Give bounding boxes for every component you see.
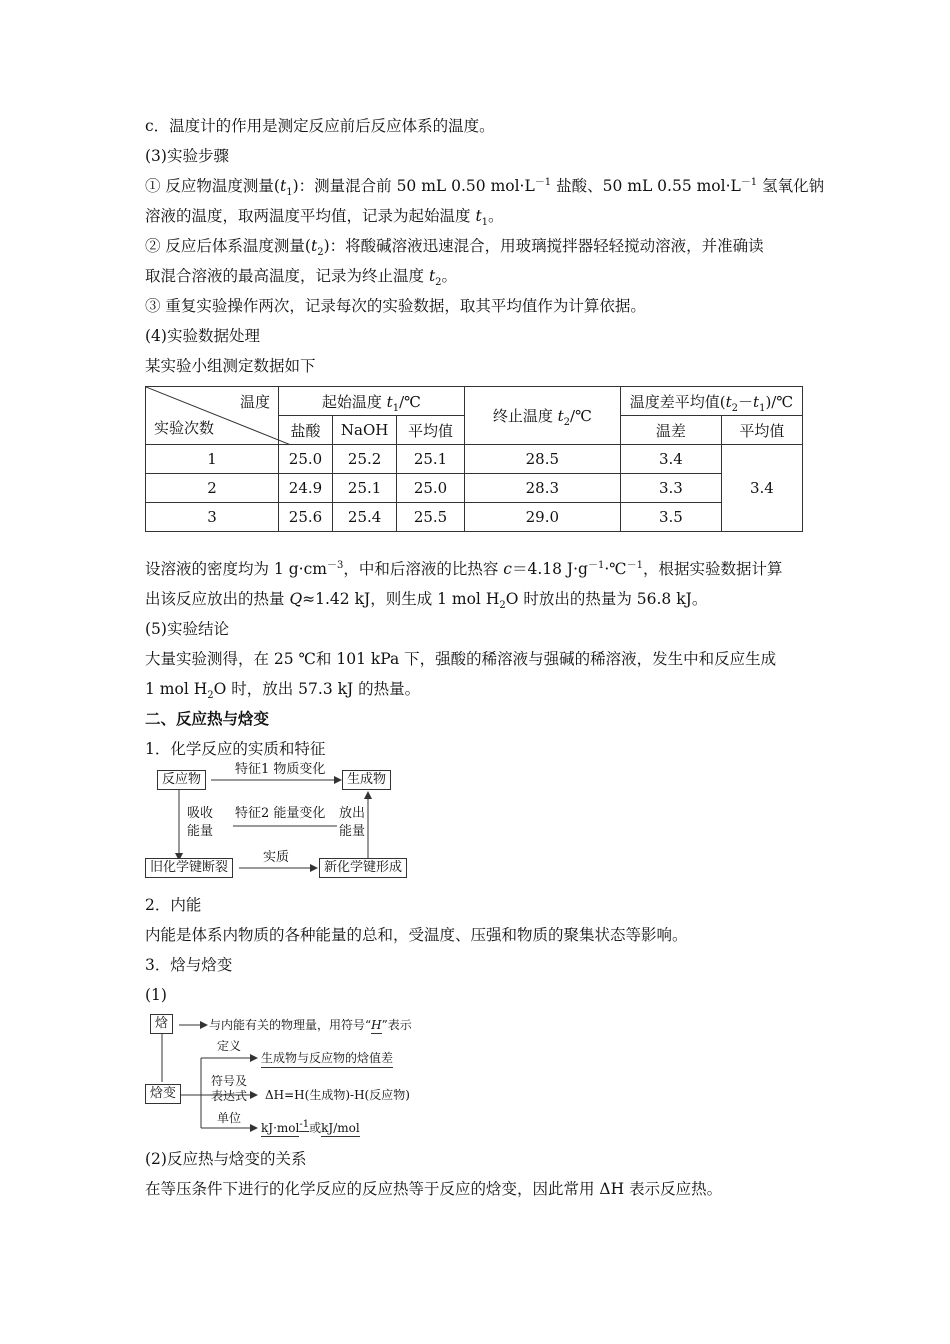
reaction-nature-diagram: [145, 764, 810, 890]
absorb-label-2: 能量: [187, 824, 214, 839]
enthalpy-diagram: [145, 1010, 810, 1144]
table-intro: 某实验小组测定数据如下: [145, 357, 316, 375]
subheader-naoh: NaOH: [332, 416, 396, 445]
experiment-data-table: [145, 386, 803, 532]
symbol-label-1: 符号及: [211, 1074, 248, 1088]
subheader-hcl: 盐酸: [279, 416, 333, 445]
header-end-temp: 终止温度 $t_2/℃$: [464, 387, 620, 445]
symbol-label-2: 表达式: [211, 1089, 248, 1103]
subsection-2-heading: (2)反应热与焓变的关系: [145, 1150, 307, 1168]
subsection-1-label: (1): [145, 986, 167, 1004]
subheader-avg2: 平均值: [721, 416, 802, 445]
diagonal-header-cell: [146, 387, 279, 445]
paragraph-c: c．温度计的作用是测定反应前后反应体系的温度。: [145, 117, 495, 135]
conclusion-line-2: 1 mol $H_2O$ 时，放出 57.3 kJ 的热量。: [145, 680, 421, 702]
new-bond-box: 新化学键形成: [319, 858, 407, 878]
unit-label: 单位: [217, 1111, 242, 1125]
header-temperature: 温度: [240, 393, 271, 411]
calc-line-2: 出该反应放出的热量 Q≈1.42 kJ，则生成 1 mol $H_2O$ 时放出的热量为 56.8 kJ。: [145, 590, 708, 612]
step-1-line-1: ① 反应物温度测量$(t_1)$：测量混合前 50 mL 0.50 $mol\cdot L^{-1}$ 盐酸、50 mL 0.55 $mol\cdot L^{-1}$ 氢氧化钠: [145, 176, 825, 199]
step-3: ③ 重复实验操作两次，记录每次的实验数据，取其平均值作为计算依据。: [145, 297, 646, 315]
subheader-diff: 温差: [620, 416, 721, 445]
section-2-3-heading: 3．焓与焓变: [145, 956, 233, 974]
heading-experiment-steps: (3)实验步骤: [145, 147, 229, 165]
definition-text: 生成物与反应物的焓值差: [261, 1050, 393, 1068]
section-2-2-heading: 2．内能: [145, 896, 202, 914]
reactant-box: 反应物: [157, 770, 206, 790]
conclusion-line-1: 大量实验测得，在 25 ℃和 101 kPa 下，强酸的稀溶液与强碱的稀溶液，发生中和反应生成: [145, 650, 777, 668]
header-start-temp: 起始温度 $t_1/℃$: [279, 387, 465, 416]
essence-label: 实质: [263, 850, 290, 865]
unit-text: kJ·mol$^{-1}$或kJ/mol: [261, 1119, 360, 1135]
enthalpy-description: 与内能有关的物理量，用符号“H”表示: [209, 1018, 412, 1032]
document-page: [145, 111, 825, 1204]
table-row: 1 25.0 25.2 25.1 28.5 3.4 3.4: [146, 445, 803, 474]
enthalpy-change-box: 焓变: [145, 1084, 181, 1104]
release-label-1: 放出: [339, 806, 366, 821]
calc-line-1: 设溶液的密度均为 1 $g\cdot cm^{-3}$，中和后溶液的比热容 c＝4.18 $J\cdot g^{-1}\cdot℃^{-1}$，根据实验数据计算: [145, 559, 783, 578]
old-bond-box: 旧化学键断裂: [145, 858, 233, 878]
step-2-line-2: 取混合溶液的最高温度，记录为终止温度 $t_2$。: [145, 267, 458, 289]
feature-1-label: 特征1 物质变化: [235, 762, 326, 777]
header-trial-number: 实验次数: [154, 419, 215, 437]
enthalpy-box: 焓: [150, 1014, 173, 1034]
table-row: 3 25.6 25.4 25.5 29.0 3.5: [146, 503, 803, 532]
feature-2-label: 特征2 能量变化: [235, 806, 326, 821]
enthalpy-formula: ΔH=H(生成物)-H(反应物): [265, 1088, 410, 1102]
release-label-2: 能量: [339, 824, 366, 839]
definition-label: 定义: [217, 1039, 242, 1053]
section-2-heading: 二、反应热与焓变: [145, 710, 270, 728]
table-row: 2 24.9 25.1 25.0 28.3 3.3: [146, 474, 803, 503]
step-1-line-2: 溶液的温度，取两温度平均值，记录为起始温度 $t_1$。: [145, 207, 504, 229]
overall-average: 3.4: [721, 445, 802, 532]
product-box: 生成物: [342, 770, 391, 790]
section-2-1-heading: 1．化学反应的实质和特征: [145, 740, 326, 758]
header-temp-diff: 温度差平均值$(t_2-t_1)/℃$: [620, 387, 802, 416]
step-2-line-1: ② 反应后体系温度测量$(t_2)$：将酸碱溶液迅速混合，用玻璃搅拌器轻轻搅动溶液，并准确读: [145, 237, 764, 259]
absorb-label-1: 吸收: [187, 806, 214, 821]
subheader-avg: 平均值: [397, 416, 465, 445]
final-paragraph: 在等压条件下进行的化学反应的反应热等于反应的焓变，因此常用 ΔH 表示反应热。: [145, 1180, 723, 1198]
heading-data-processing: (4)实验数据处理: [145, 327, 260, 345]
internal-energy-paragraph: 内能是体系内物质的各种能量的总和，受温度、压强和物质的聚集状态等影响。: [145, 926, 688, 944]
heading-conclusion: (5)实验结论: [145, 620, 229, 638]
